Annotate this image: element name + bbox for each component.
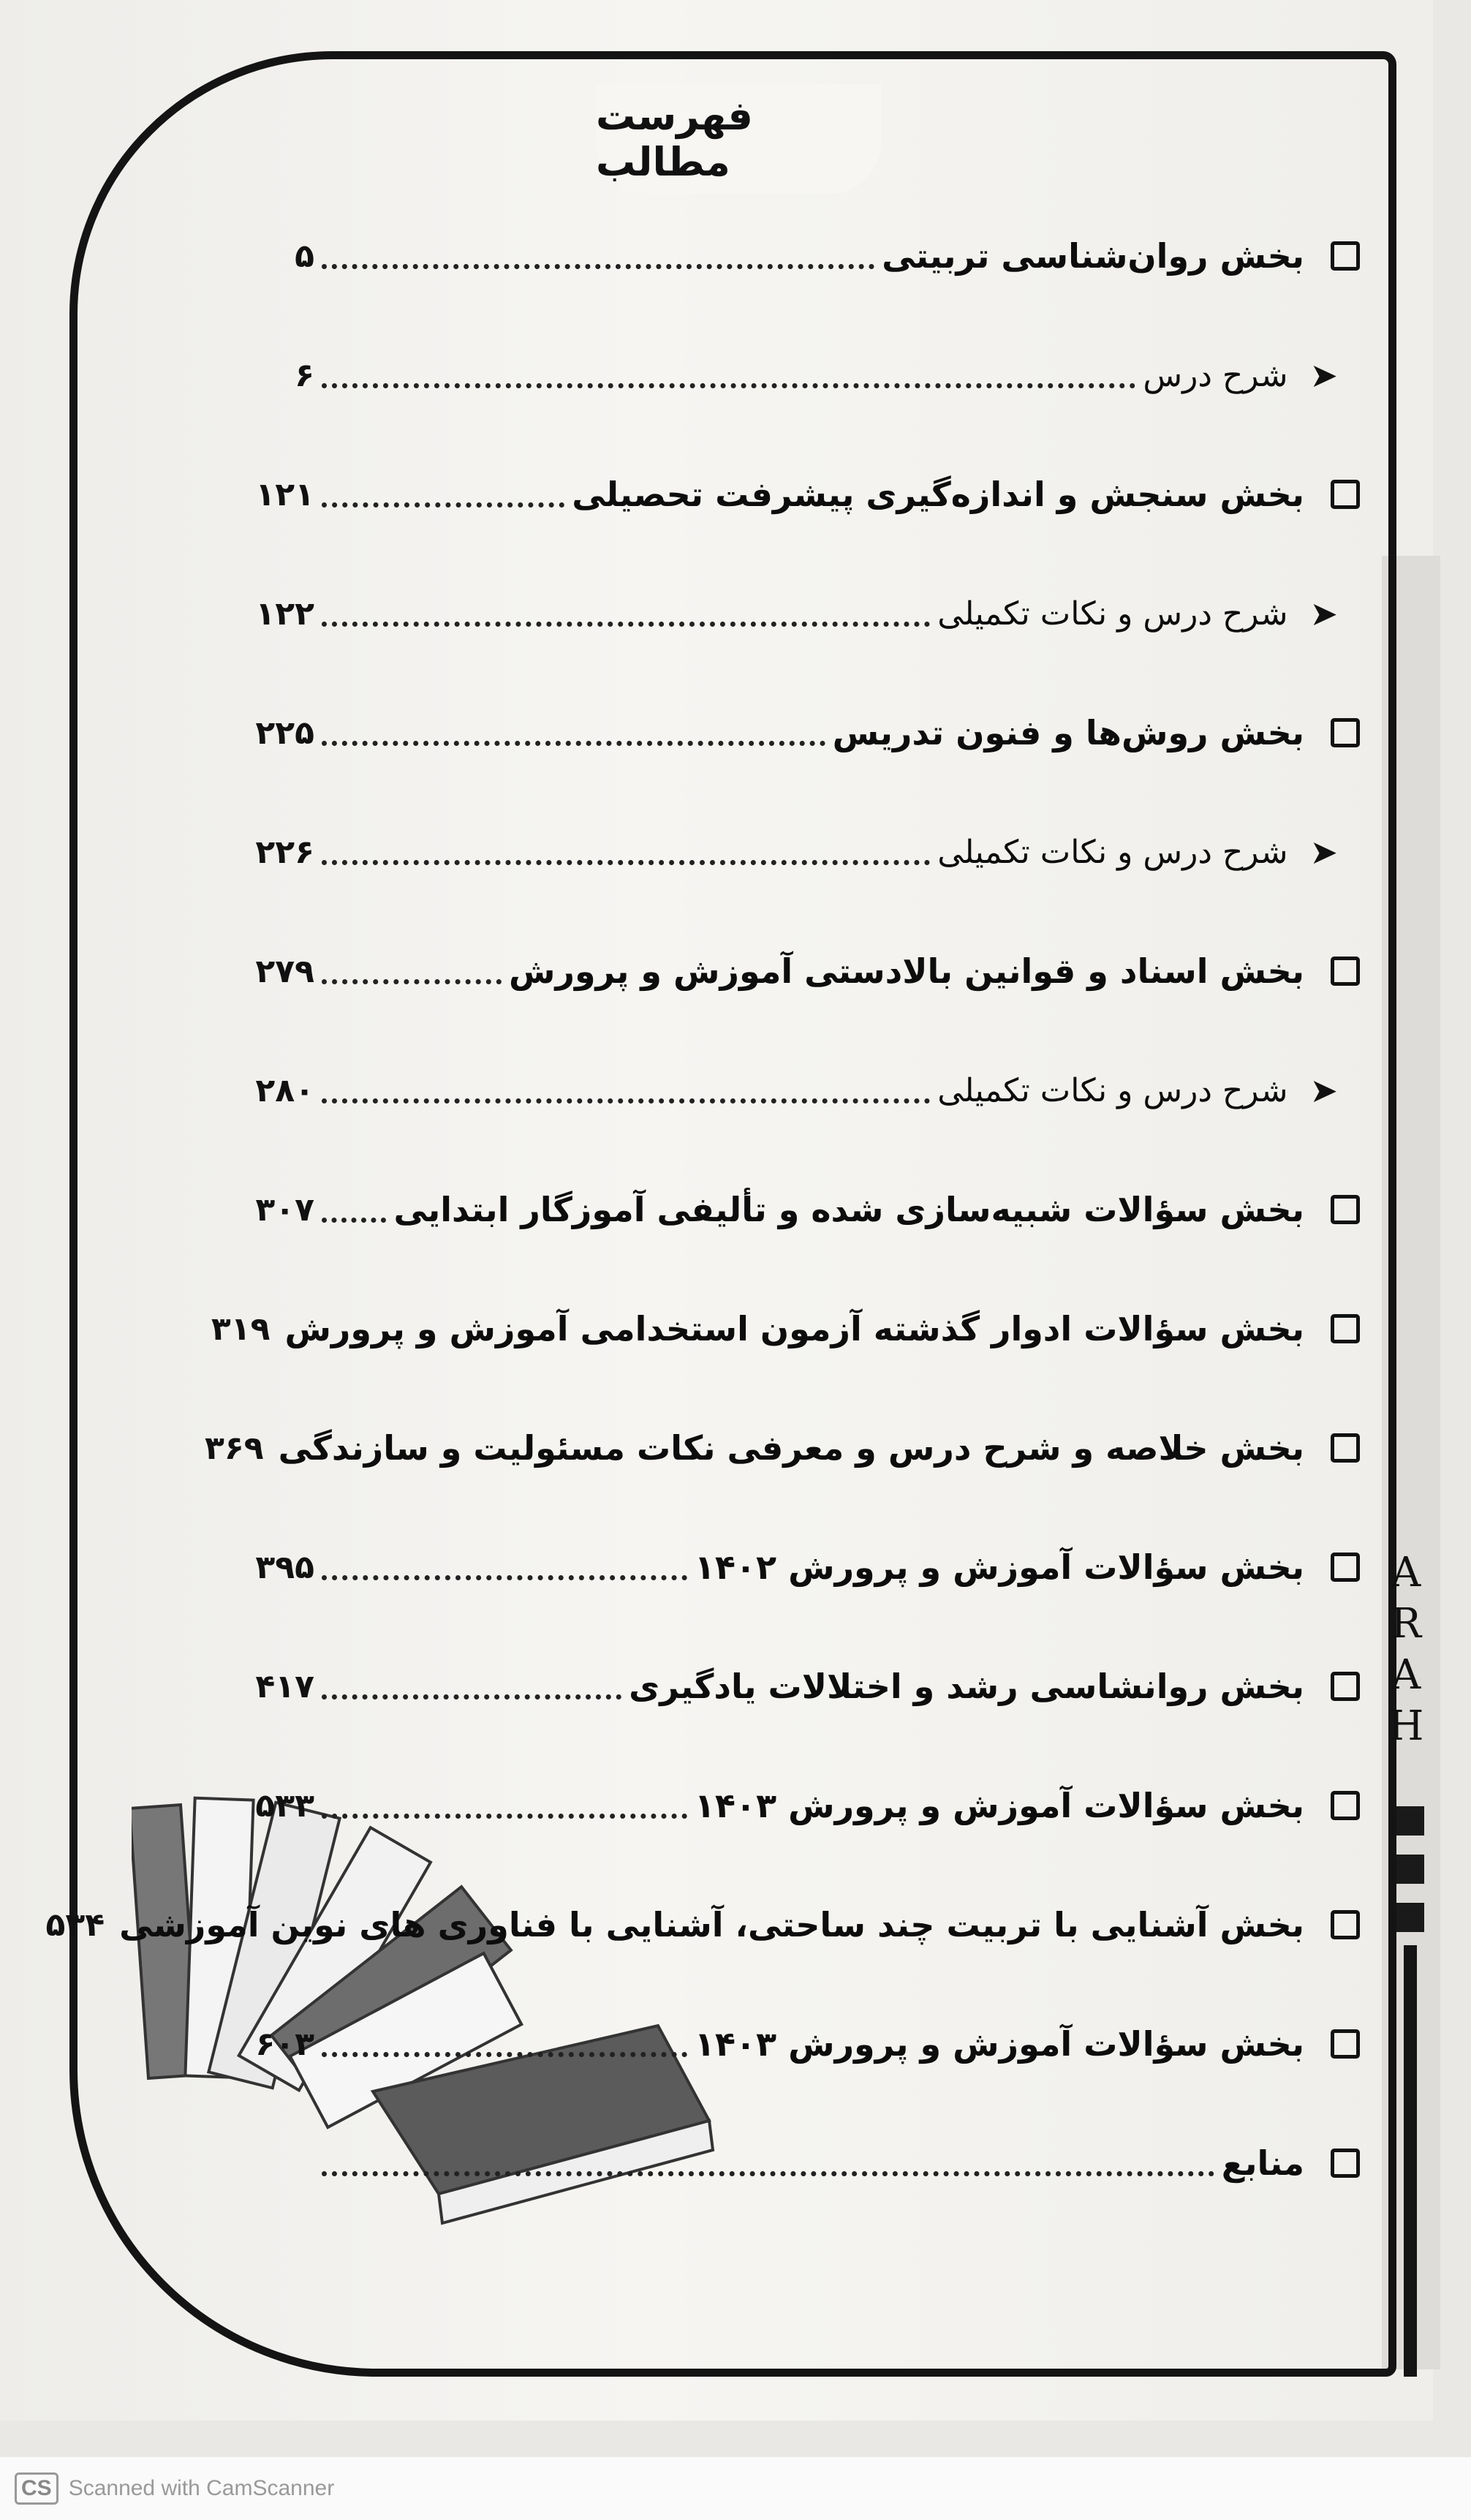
toc-entry-label: بخش سؤالات آموزش و پرورش ۱۴۰۳	[694, 1786, 1304, 1825]
side-letter: A	[1391, 1651, 1421, 1699]
toc-entry-label: بخش اسناد و قوانین بالادستی آموزش و پرورش	[508, 951, 1304, 991]
scanner-watermark: Scanned with CamScanner	[68, 2476, 335, 2500]
toc-entry-label: بخش سنجش و اندازه‌گیری پیشرفت تحصیلی	[572, 475, 1304, 514]
toc-entry[interactable]	[212, 935, 1360, 1008]
side-letter: R	[1390, 1600, 1422, 1648]
side-square	[1396, 1855, 1424, 1884]
checkbox-icon	[1331, 241, 1360, 271]
leader-dots	[322, 979, 502, 984]
toc-entry[interactable]	[212, 2007, 1360, 2080]
toc-page-number: ۴۱۷	[255, 1667, 314, 1705]
leader-dots	[322, 383, 1135, 388]
toc-page-number: ۳۶۹	[205, 1429, 264, 1467]
checkbox-icon	[1331, 1433, 1360, 1463]
title-tab	[596, 84, 881, 194]
leader-dots	[322, 2171, 1214, 2176]
toc-page-number: ۶۰۳	[255, 2025, 314, 2063]
toc-entry-label: بخش سؤالات شبیه‌سازی شده و تألیفی آموزگار ابتدایی	[393, 1190, 1304, 1229]
toc-page-number: ۳۱۹	[211, 1310, 271, 1348]
toc-entry-label: بخش روانشاسی رشد و اختلالات یادگیری	[629, 1667, 1304, 1706]
toc-entry-label: بخش سؤالات آموزش و پرورش ۱۴۰۲	[694, 1547, 1304, 1587]
side-squares	[1396, 1806, 1424, 1932]
toc-entry-label: بخش روان‌شناسی تربیتی	[882, 236, 1304, 276]
arrowhead-icon: ➤	[1309, 355, 1338, 395]
toc-entry[interactable]	[212, 1531, 1360, 1604]
leader-dots	[322, 1575, 687, 1580]
toc-entry-label: منابع	[1221, 2143, 1304, 2183]
toc-entry-label: بخش روش‌ها و فنون تدریس	[832, 713, 1304, 752]
toc-entry-label: شرح درس و نکات تکمیلی	[937, 595, 1288, 633]
camscanner-logo-icon: CS	[15, 2472, 58, 2505]
checkbox-icon	[1331, 2029, 1360, 2059]
arrowhead-icon: ➤	[1309, 594, 1338, 633]
toc-page-number: ۱۲۱	[255, 475, 314, 513]
checkbox-icon	[1331, 957, 1360, 986]
checkbox-icon	[1331, 1791, 1360, 1820]
side-letter: H	[1388, 1702, 1424, 1750]
toc-page-number: ۵۳۴	[45, 1906, 105, 1944]
toc-page-number: ۲۲۶	[255, 833, 314, 871]
toc-entry-label: بخش سؤالات ادوار گذشته آزمون استخدامی آموزش و پرورش	[284, 1309, 1304, 1348]
checkbox-icon	[1331, 1553, 1360, 1582]
leader-dots	[322, 1814, 687, 1819]
leader-dots	[322, 1098, 930, 1104]
arrowhead-icon: ➤	[1309, 832, 1338, 872]
page-title: فهرست مطالب	[596, 93, 753, 185]
toc-entry-label: شرح درس و نکات تکمیلی	[937, 1071, 1288, 1109]
toc-page-number: ۵	[295, 237, 314, 275]
toc-entry-label: شرح درس و نکات تکمیلی	[937, 833, 1288, 871]
checkbox-icon	[1331, 1910, 1360, 1939]
toc-entry-label: بخش سؤالات آموزش و پرورش ۱۴۰۳	[694, 2024, 1304, 2064]
toc-entry-label: بخش خلاصه و شرح درس و معرفی نکات مسئولیت و سازندگی	[278, 1428, 1304, 1468]
toc-entry[interactable]	[205, 1411, 1360, 1485]
leader-dots	[322, 502, 564, 508]
toc-entry[interactable]	[212, 1173, 1360, 1246]
toc-entry[interactable]	[212, 1292, 1360, 1365]
checkbox-icon	[1331, 1672, 1360, 1701]
checkbox-icon	[1331, 2149, 1360, 2178]
checkbox-icon	[1331, 1314, 1360, 1343]
checkbox-icon	[1331, 480, 1360, 509]
side-spine	[1404, 1945, 1417, 2377]
toc-entry[interactable]	[212, 1769, 1360, 1842]
toc-entry[interactable]	[212, 219, 1360, 293]
leader-dots	[322, 622, 930, 627]
toc-page-number: ۳۰۷	[255, 1191, 314, 1229]
toc-page-number: ۱۲۲	[255, 595, 314, 633]
toc-subentry[interactable]	[212, 1054, 1360, 1127]
toc-page-number: ۲۲۵	[255, 714, 314, 752]
arrowhead-icon: ➤	[1309, 1071, 1338, 1110]
leader-dots	[322, 1694, 621, 1700]
toc-subentry[interactable]	[212, 339, 1360, 412]
toc-subentry[interactable]	[212, 815, 1360, 889]
toc-subentry[interactable]	[212, 577, 1360, 650]
toc-entry[interactable]	[212, 458, 1360, 531]
toc-entry[interactable]	[212, 2127, 1360, 2200]
leader-dots	[322, 2052, 687, 2057]
toc-entry[interactable]	[212, 1650, 1360, 1723]
side-letters	[1384, 1550, 1428, 1749]
checkbox-icon	[1331, 718, 1360, 747]
leader-dots	[322, 741, 825, 746]
leader-dots	[322, 1218, 386, 1223]
toc-page-number: ۶	[295, 356, 314, 394]
side-square	[1396, 1806, 1424, 1836]
checkbox-icon	[1331, 1195, 1360, 1224]
side-letter: A	[1391, 1549, 1421, 1596]
toc-page-number: ۲۷۹	[255, 952, 314, 990]
scanner-footer	[0, 2457, 1471, 2520]
toc-entry[interactable]	[45, 1888, 1360, 1961]
leader-dots	[322, 860, 930, 865]
toc-page-number: ۵۳۳	[255, 1787, 314, 1825]
toc-entry-label: بخش آشنایی با تربیت چند ساحتی، آشنایی با فناوری های نوین آموزشی	[119, 1905, 1304, 1944]
toc-entry[interactable]	[212, 696, 1360, 769]
toc-page-number: ۳۹۵	[255, 1548, 314, 1586]
leader-dots	[322, 264, 874, 269]
toc-entry-label: شرح درس	[1143, 356, 1288, 394]
toc-page-number: ۲۸۰	[255, 1071, 314, 1109]
side-square	[1396, 1903, 1424, 1932]
